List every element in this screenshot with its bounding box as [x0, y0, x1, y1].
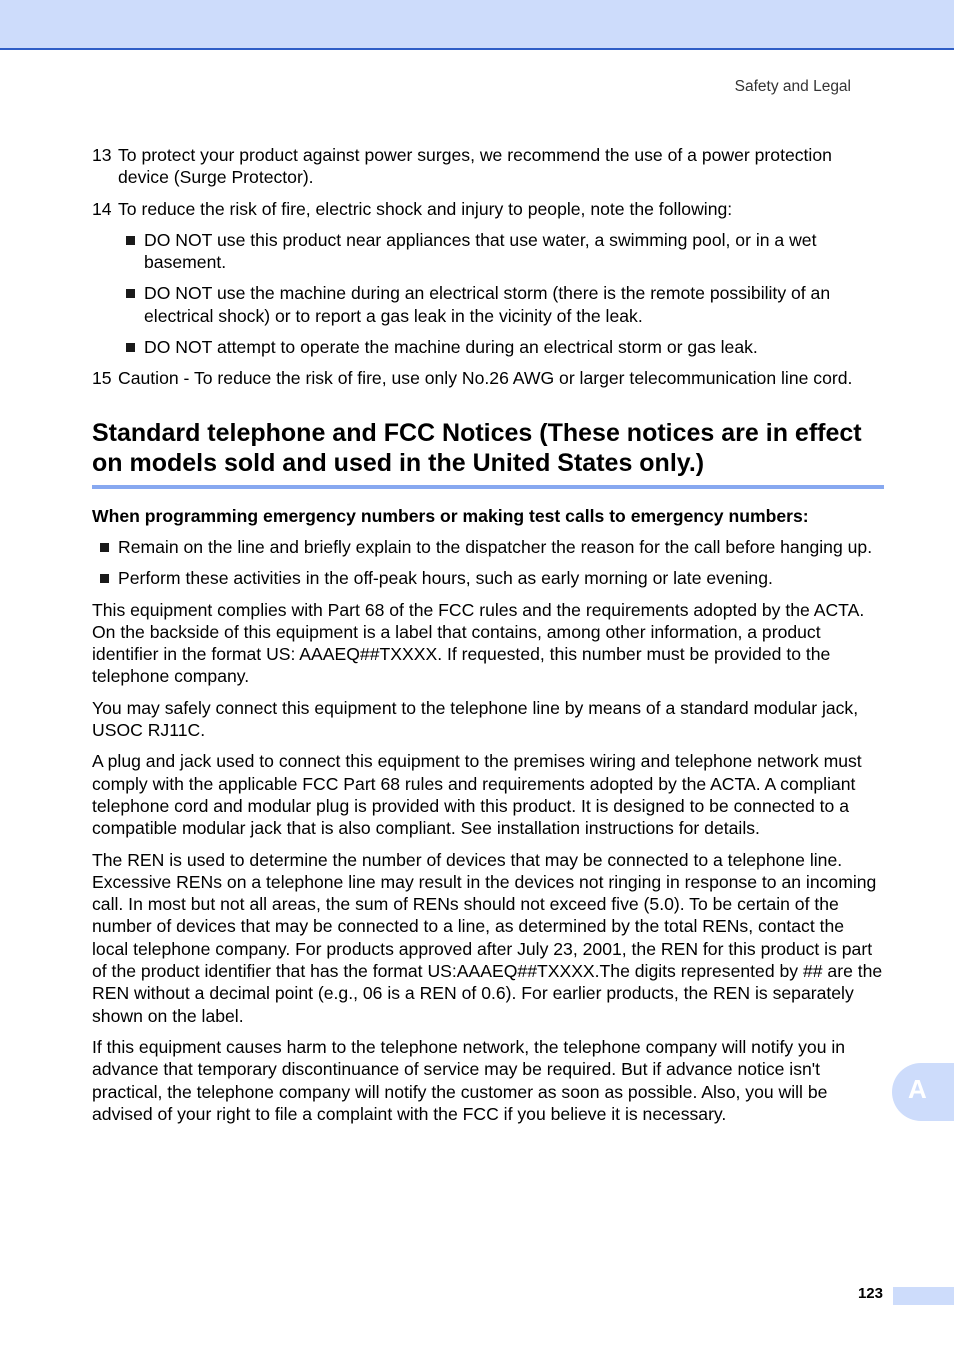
item-14-bullet-list	[118, 229, 884, 358]
running-head: Safety and Legal	[734, 78, 851, 95]
square-bullet-icon	[100, 574, 109, 583]
item-text: Caution - To reduce the risk of fire, use only No.26 AWG or larger telecommunication line cord.	[118, 368, 853, 389]
list-item	[118, 282, 884, 327]
bullet-text: Perform these activities in the off-peak hours, such as early morning or late evening.	[118, 568, 773, 589]
bullet-text: DO NOT attempt to operate the machine during an electrical storm or gas leak.	[144, 337, 758, 358]
item-text: To reduce the risk of fire, electric shock and injury to people, note the following:	[118, 198, 733, 219]
list-item	[92, 536, 884, 558]
square-bullet-icon	[126, 343, 135, 352]
bullet-text: DO NOT use this product near appliances that use water, a swimming pool, or in a wet basement.	[144, 229, 817, 273]
item-number: 15	[92, 368, 112, 389]
square-bullet-icon	[100, 543, 109, 552]
paragraph-jack: You may safely connect this equipment to the telephone line by means of a standard modular jack, USOC RJ11C.	[92, 697, 859, 741]
numbered-item-14	[92, 198, 884, 220]
paragraph-plug: A plug and jack used to connect this equipment to the premises wiring and telephone network must comply with the applicable FCC Part 68 rules and requirements adopted by the ACTA. A compliant telephone cord and modular plug is provided with this product. It is designed to be connected to a compatible modular jack that is also compliant. See installation instructions for details.	[92, 751, 862, 839]
page-number: 123	[857, 1285, 883, 1302]
page-number-bar	[893, 1287, 954, 1305]
item-text: To protect your product against power surges, we recommend the use of a power protection device (Surge Protector).	[118, 145, 832, 188]
bullet-text: DO NOT use the machine during an electrical storm (there is the remote possibility of an electrical shock) or to report a gas leak in the vicinity of the leak.	[144, 283, 831, 326]
emergency-bullet-list	[92, 536, 884, 590]
appendix-tab	[892, 1063, 954, 1121]
numbered-item-13	[92, 144, 884, 189]
list-item	[118, 229, 884, 274]
paragraph-part68: This equipment complies with Part 68 of the FCC rules and the requirements adopted by the ACTA. On the backside of this equipment is a label that contains, among other information, a product identifier in the format US: AAAEQ##TXXXX. If requested, this number must be provided to the telephone company.	[92, 599, 865, 687]
square-bullet-icon	[126, 236, 135, 245]
section-lead: When programming emergency numbers or making test calls to emergency numbers:	[92, 505, 809, 526]
list-item	[92, 567, 884, 589]
paragraph-ren: The REN is used to determine the number of devices that may be connected to a telephone line. Excessive RENs on a telephone line may result in the devices not ringing in response to an incoming call. In most but not all areas, the sum of RENs should not exceed five (5.0). To be certain of the number of devices that may be connected to a line, as determined by the total RENs, contact the local telephone company. For products approved after July 23, 2001, the REN for this product is part of the product identifier that has the format US:AAAEQ##TXXXX.The digits represented by ## are the REN without a decimal point (e.g., 06 is a REN of 0.6). For earlier products, the REN is separately shown on the label.	[92, 849, 883, 1026]
paragraph-harm: If this equipment causes harm to the telephone network, the telephone company will notify you in advance that temporary discontinuance of service may be required. But if advance notice isn't practical, the telephone company will notify the customer as soon as possible. Also, you will be advised of your right to file a complaint with the FCC if you believe it is necessary.	[92, 1036, 846, 1124]
item-number: 13	[92, 145, 112, 165]
header-band	[0, 0, 954, 50]
section-title: Standard telephone and FCC Notices (These notices are in effect on models sold and used in the United States only.)	[92, 418, 884, 489]
bullet-text: Remain on the line and briefly explain to the dispatcher the reason for the call before hanging up.	[118, 536, 873, 557]
appendix-tab-label: A	[908, 1074, 927, 1104]
square-bullet-icon	[126, 289, 135, 298]
list-item	[118, 336, 884, 358]
item-number: 14	[92, 198, 112, 219]
page-content	[92, 144, 884, 1134]
numbered-item-15	[92, 367, 884, 389]
